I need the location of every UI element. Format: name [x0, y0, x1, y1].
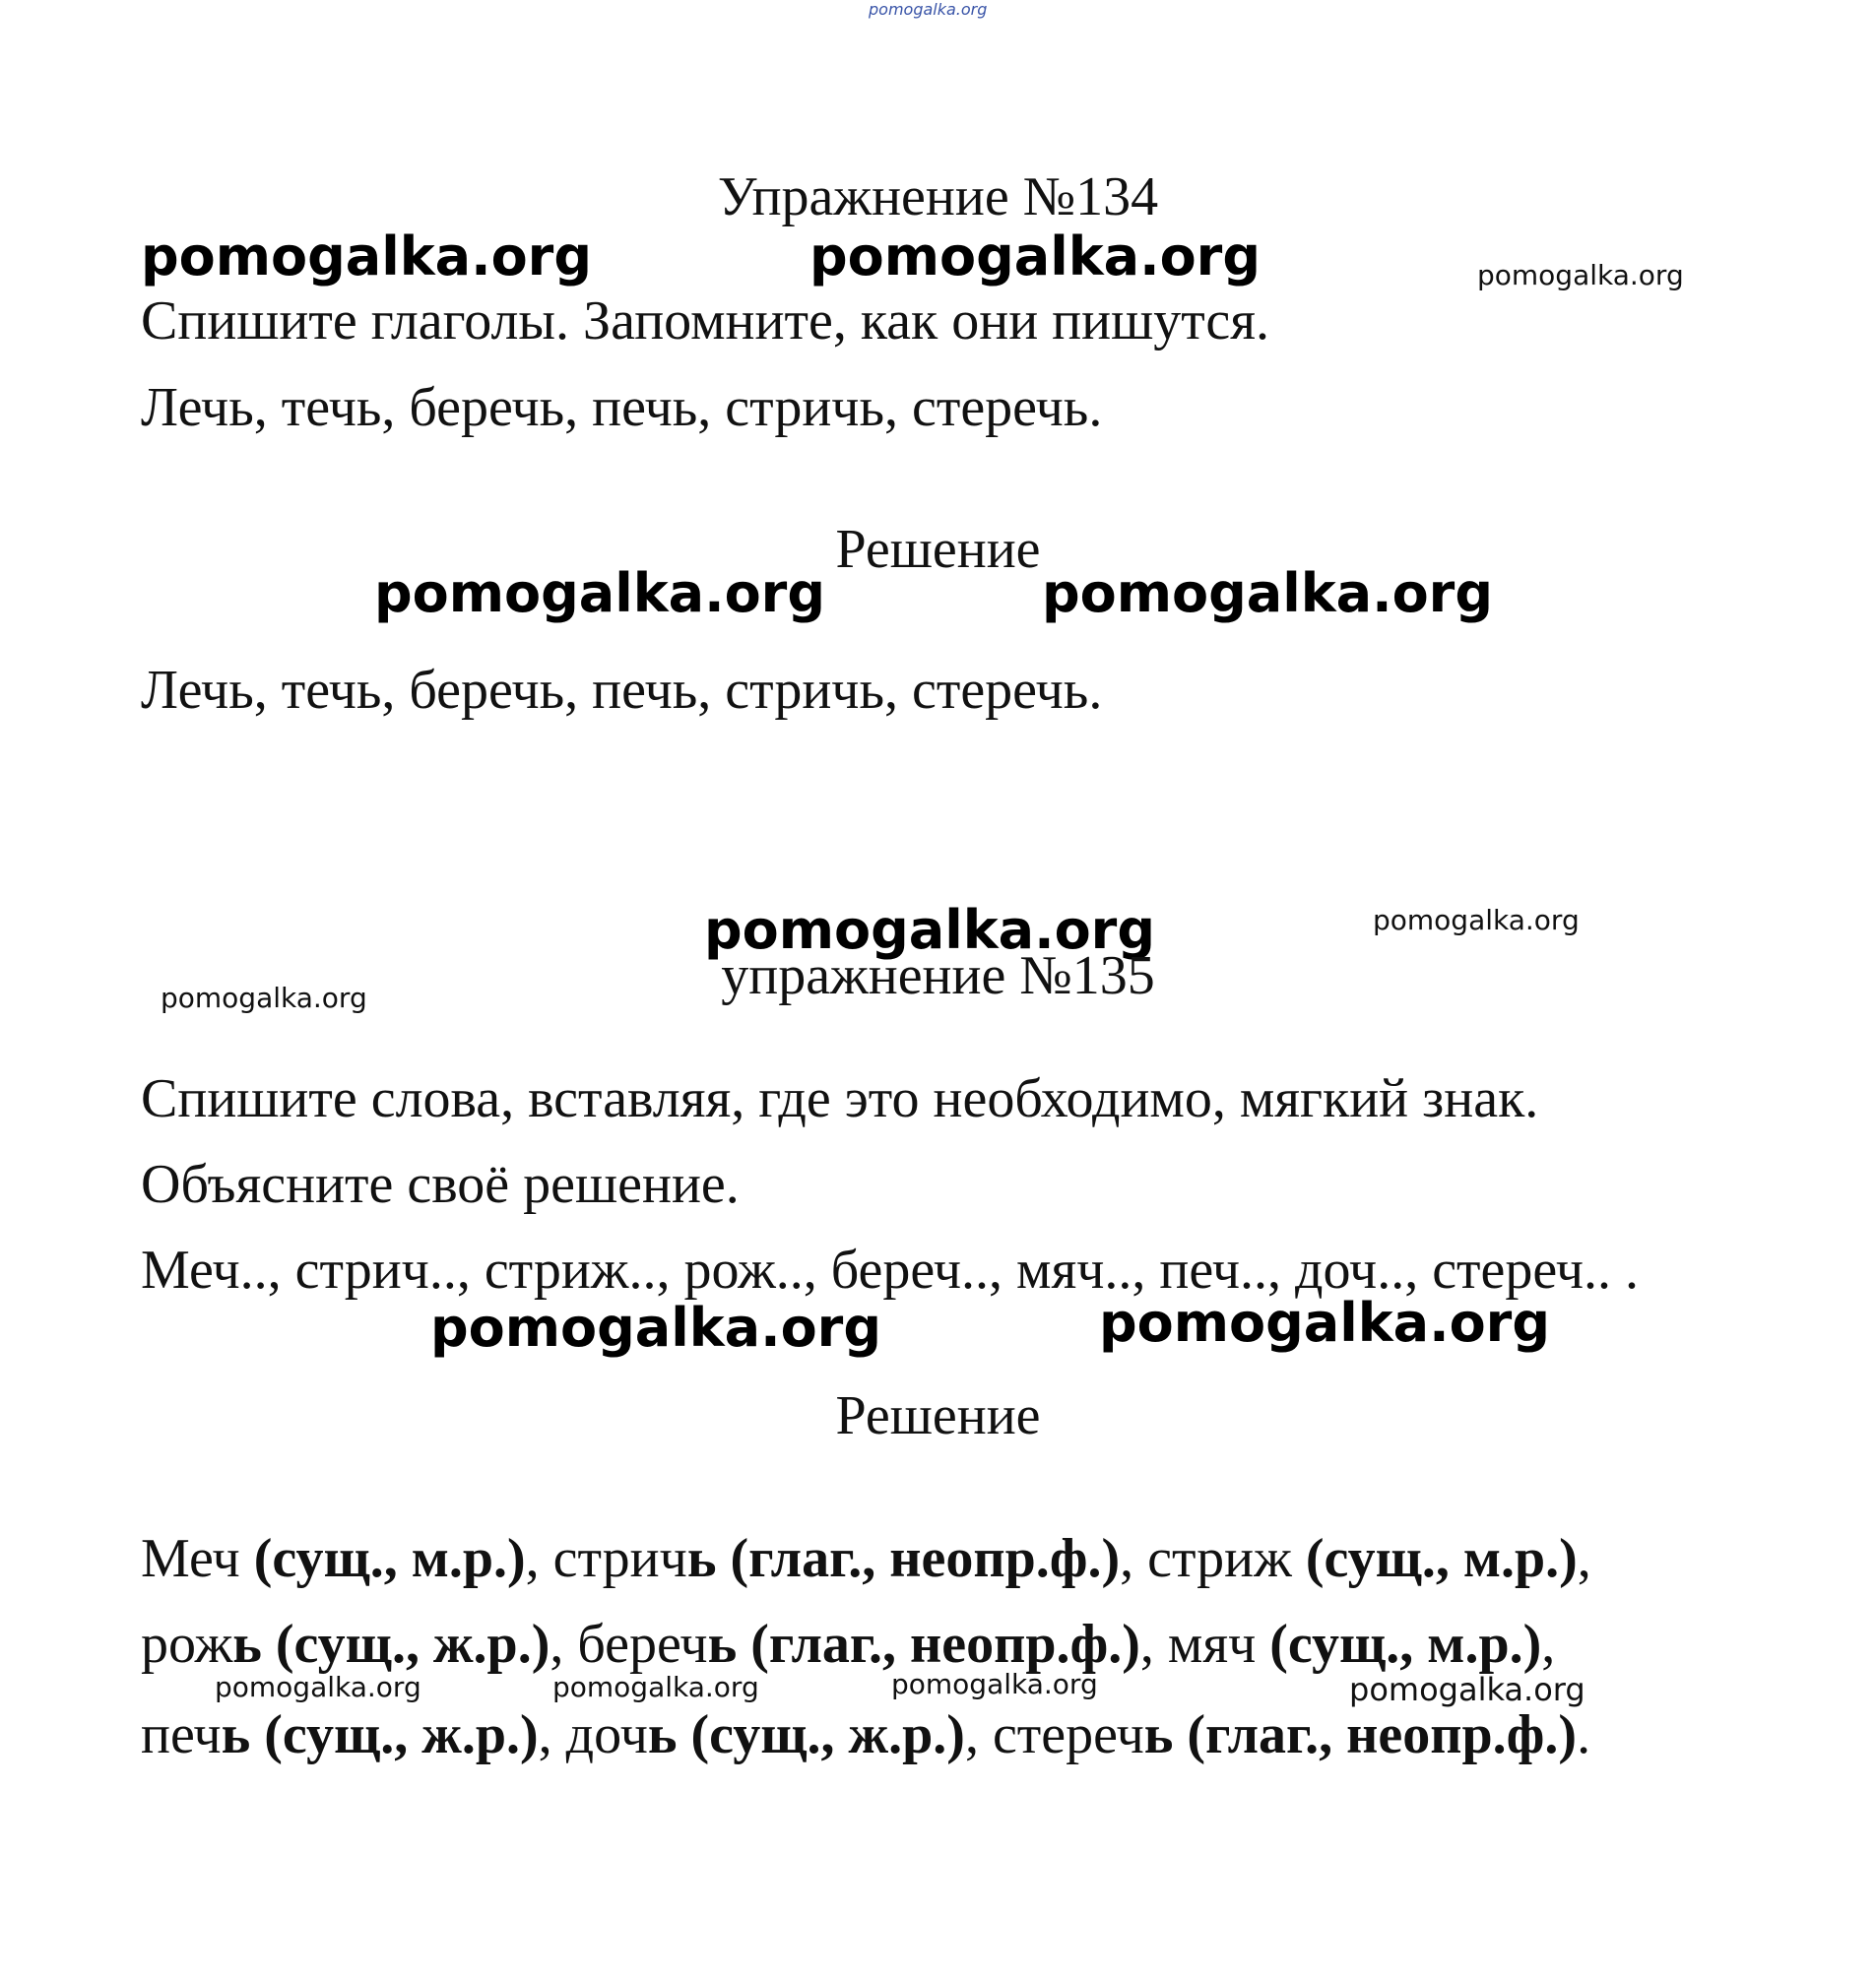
exercise-135-words: Меч.., стрич.., стриж.., рож.., береч.., мяч.., печ.., доч.., стереч.. .	[141, 1240, 1639, 1301]
answer-word: , береч	[550, 1614, 708, 1675]
watermark-8: pomogalka.org	[161, 982, 367, 1014]
answer-word: , стереч	[964, 1704, 1144, 1765]
answer-tag: (сущ., м.р.)	[1305, 1528, 1578, 1589]
answer-word: ,	[1541, 1614, 1556, 1675]
exercise-134-solution-heading: Решение	[835, 519, 1041, 580]
watermark-7: pomogalka.org	[1373, 904, 1580, 936]
watermark-13: pomogalka.org	[891, 1668, 1098, 1700]
watermark-12: pomogalka.org	[552, 1671, 759, 1703]
answer-word: рож	[141, 1614, 233, 1675]
watermark-6: pomogalka.org	[704, 899, 1155, 961]
watermark-4: pomogalka.org	[374, 562, 825, 624]
watermark-1: pomogalka.org	[141, 225, 592, 288]
answer-tag: ь (глаг., неопр.ф.)	[686, 1528, 1121, 1589]
answer-word: печ	[141, 1704, 222, 1765]
answer-tag: ь (сущ., ж.р.)	[647, 1704, 965, 1765]
answer-tag: ь (глаг., неопр.ф.)	[707, 1614, 1140, 1675]
watermark-top: pomogalka.org	[869, 0, 988, 19]
answer-word: .	[1577, 1704, 1591, 1765]
answer-word: , стрич	[525, 1528, 687, 1589]
answer-tag: (сущ., м.р.)	[1269, 1614, 1542, 1675]
watermark-2: pomogalka.org	[809, 225, 1261, 288]
answer-tag: ь (глаг., неопр.ф.)	[1143, 1704, 1578, 1765]
exercise-135-answer-line2	[141, 1614, 1556, 1675]
exercise-134-task: Спишите глаголы. Запомните, как они пишутся.	[141, 290, 1270, 351]
exercise-135-solution-heading: Решение	[835, 1385, 1041, 1446]
answer-tag: (сущ., м.р.)	[253, 1528, 526, 1589]
exercise-134-words: Лечь, течь, беречь, печь, стричь, стеречь.	[141, 377, 1103, 438]
answer-word: , стриж	[1120, 1528, 1306, 1589]
answer-tag: ь (сущ., ж.р.)	[232, 1614, 550, 1675]
exercise-135-answer-line1	[141, 1528, 1591, 1589]
exercise-135-title: упражнение №135	[721, 945, 1155, 1006]
exercise-135-answer-line3	[141, 1704, 1591, 1765]
answer-word: ,	[1577, 1528, 1591, 1589]
answer-word: , доч	[538, 1704, 648, 1765]
watermark-10: pomogalka.org	[1099, 1292, 1550, 1354]
watermark-3: pomogalka.org	[1477, 259, 1684, 291]
watermark-11: pomogalka.org	[215, 1671, 421, 1703]
exercise-135-task-line1: Спишите слова, вставляя, где это необходимо, мягкий знак.	[141, 1068, 1539, 1129]
answer-word: , мяч	[1139, 1614, 1270, 1675]
watermark-5: pomogalka.org	[1042, 562, 1493, 624]
watermark-14: pomogalka.org	[1349, 1671, 1585, 1708]
exercise-134-answer: Лечь, течь, беречь, печь, стричь, стеречь.	[141, 660, 1103, 721]
answer-word: Меч	[141, 1528, 254, 1589]
exercise-134-title: Упражнение №134	[717, 166, 1159, 227]
exercise-135-task-line2: Объясните своё решение.	[141, 1154, 740, 1215]
watermark-9: pomogalka.org	[430, 1297, 881, 1359]
answer-tag: ь (сущ., ж.р.)	[221, 1704, 539, 1765]
